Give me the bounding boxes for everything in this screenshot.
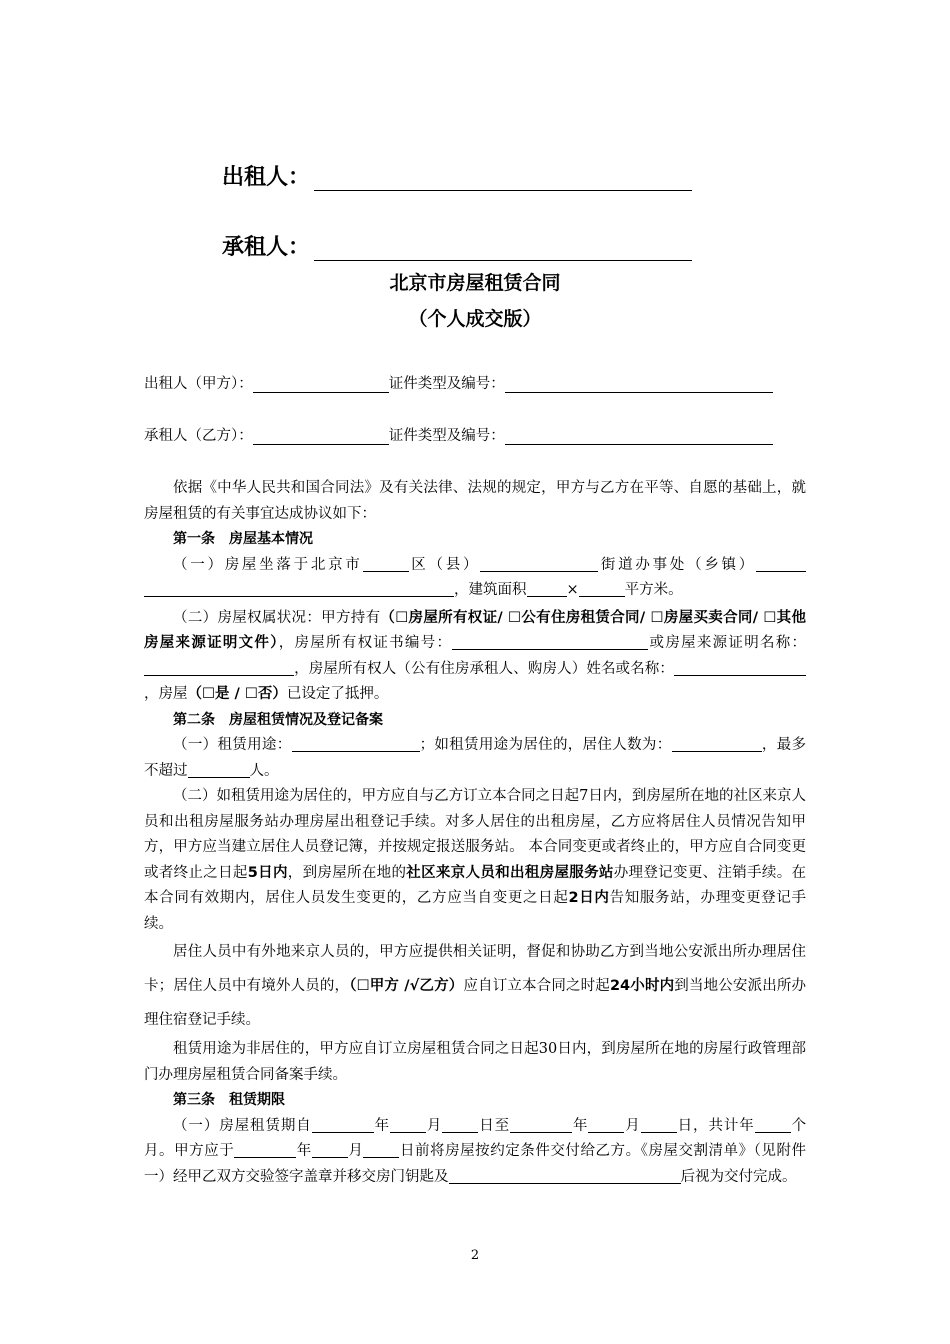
lessee-signature-blank[interactable] — [314, 236, 692, 261]
end-day-blank[interactable] — [641, 1116, 677, 1133]
delivery-year-blank[interactable] — [234, 1141, 296, 1158]
text: 后视为交付完成。 — [680, 1168, 797, 1185]
max-residents-blank[interactable] — [188, 761, 250, 778]
lessor-party-line — [144, 372, 773, 393]
text: 年 — [296, 1143, 312, 1159]
article-2-clause-2 — [144, 784, 806, 937]
text: 月 — [347, 1143, 364, 1159]
article-3-clause-1 — [144, 1114, 806, 1191]
text: 年 — [572, 1117, 589, 1134]
lessee-name-blank[interactable] — [253, 429, 389, 445]
owner-name-blank[interactable] — [674, 659, 806, 676]
text: 日至 — [478, 1117, 511, 1134]
text: 居住人员中有外地来京人员的，甲方应提供相关证明，督促和协助乙方到当地公安派出所办理居住卡；居住人员中有境外人员的， — [144, 944, 806, 994]
text: 个月。甲方应于 — [144, 1117, 807, 1159]
text: 办理登记变更、注销手续。在本合同有效期内，居住人员发生变更的，乙方应当自变更之日起 — [144, 864, 807, 906]
text: ，最多不超过 — [144, 737, 807, 779]
article-1-clause-1 — [144, 553, 806, 604]
lessee-signature-label: 承租人： — [222, 235, 311, 260]
foreigner-checkboxes[interactable]: （☐甲方 /√乙方） — [349, 978, 464, 994]
keys-blank[interactable] — [449, 1167, 549, 1184]
delivery-day-blank[interactable] — [363, 1141, 399, 1158]
lessor-id-label: 证件类型及编号： — [388, 376, 505, 392]
area-blank[interactable] — [527, 580, 567, 597]
text: 2日内 — [568, 890, 610, 906]
text: 年 — [739, 1117, 755, 1134]
text: 月 — [624, 1117, 641, 1134]
lessee-party-label: 承租人（乙方）： — [144, 428, 253, 444]
lessor-party-label: 出租人（甲方）： — [144, 376, 253, 392]
proof-name-blank[interactable] — [144, 659, 294, 676]
area-blank-2[interactable] — [579, 580, 625, 597]
keys-blank-2[interactable] — [549, 1167, 681, 1184]
article-1-clause-2 — [144, 606, 806, 708]
text: 年 — [373, 1117, 390, 1134]
article-2-heading: 第二条 房屋租赁情况及登记备案 — [173, 711, 383, 728]
end-month-blank[interactable] — [588, 1116, 624, 1133]
contract-subtitle: （个人成交版） — [408, 308, 542, 330]
lessee-party-line — [144, 424, 773, 445]
text: 或房屋来源证明名称： — [648, 635, 807, 651]
text: （一）房屋坐落于北京市 — [173, 556, 363, 573]
district-blank[interactable] — [363, 555, 409, 572]
lessee-id-blank[interactable] — [505, 429, 773, 445]
start-day-blank[interactable] — [442, 1116, 478, 1133]
article-2-clause-1 — [144, 733, 806, 784]
text: 平方米。 — [624, 582, 683, 598]
residents-blank[interactable] — [672, 735, 762, 752]
intro-paragraph: 依据《中华人民共和国合同法》及有关法律、法规的规定，甲方与乙方在平等、自愿的基础上，就房屋租赁的有关事宜达成协议如下： — [144, 480, 806, 522]
lessor-name-blank[interactable] — [253, 377, 389, 393]
article-2-clause-4: 租赁用途为非居住的，甲方应自订立房屋租赁合同之日起30日内，到房屋所在地的房屋行政管理部门办理房屋租赁合同备案手续。 — [144, 1041, 806, 1083]
text: 到当地公安派出所办理住宿登记手续。 — [144, 978, 807, 1028]
lessor-signature-blank[interactable] — [314, 166, 692, 191]
lessor-signature-line — [222, 160, 692, 191]
total-months-blank[interactable] — [755, 1116, 791, 1133]
text: ，房屋所有权人（公有住房承租人、购房人）姓名或名称： — [294, 660, 674, 677]
text: 人。 — [249, 762, 279, 779]
text: 告知服务站，办理变更登记手续。 — [144, 890, 807, 932]
usage-blank[interactable] — [292, 735, 420, 752]
text: ；如租赁用途为居住的，居住人数为： — [419, 737, 672, 753]
township-blank[interactable] — [756, 555, 806, 572]
contract-title: 北京市房屋租赁合同 — [389, 272, 561, 294]
text: 24小时内 — [609, 978, 675, 994]
article-1-heading: 第一条 房屋基本情况 — [173, 531, 313, 547]
ownership-checkboxes[interactable]: （☐房屋所有权证/ ☐公有住房租赁合同/ ☐房屋买卖合同/ ☐其他房屋来源证明文件） — [144, 609, 807, 651]
contract-body — [144, 476, 806, 1190]
text: （一）房屋租赁期自 — [173, 1117, 312, 1134]
cross-mark: × — [566, 582, 579, 598]
certificate-number-blank[interactable] — [452, 633, 648, 650]
text: ，房屋所有权证书编号： — [278, 635, 453, 651]
text: 月 — [426, 1117, 443, 1134]
page-number: 2 — [470, 1248, 480, 1263]
lessee-signature-line — [222, 230, 692, 261]
lessor-signature-label: 出租人： — [222, 165, 311, 190]
start-year-blank[interactable] — [312, 1116, 374, 1133]
text: （二）房屋权属状况：甲方持有 — [173, 609, 381, 626]
text: ，房屋 — [144, 686, 188, 702]
text: 日前将房屋按约定条件交付给乙方。《房屋交割清单》（见附件一）经甲乙双方交验签字盖章并移交房门钥匙及 — [144, 1143, 807, 1185]
delivery-month-blank[interactable] — [312, 1141, 348, 1158]
text: ，建筑面积 — [454, 582, 527, 598]
article-3-heading: 第三条 租赁期限 — [173, 1092, 285, 1108]
address-blank[interactable] — [144, 580, 454, 597]
article-2-clause-3 — [144, 935, 806, 1037]
text: 社区来京人员和出租房屋服务站 — [406, 864, 614, 881]
lessee-id-label: 证件类型及编号： — [388, 428, 505, 444]
text: 应自订立本合同之时起 — [463, 978, 610, 994]
text: 街道办事处（乡镇） — [598, 556, 757, 573]
mortgage-checkboxes[interactable]: （☐是 / ☐否） — [187, 686, 287, 702]
text: （二）如租赁用途为居住的，甲方应自与乙方订立本合同之日起7日内，到房屋所在地的社区来京人员和出租房屋服务站办理房屋出租登记手续。对多人居住的出租房屋，乙方应将居住人员情况告知甲方，甲方应当建立居住人员登记簿，并按规定报送服务站。 本合同变更或者终止的，甲方应自合同变更或者终止之日起 — [144, 788, 806, 881]
end-year-blank[interactable] — [510, 1116, 572, 1133]
text: ，到房屋所在地的 — [287, 864, 407, 881]
text: 日，共计 — [676, 1117, 740, 1134]
text: 已设定了抵押。 — [286, 686, 389, 702]
lessor-id-blank[interactable] — [505, 377, 773, 393]
text: 区（县） — [408, 556, 481, 573]
street-blank[interactable] — [480, 555, 598, 572]
start-month-blank[interactable] — [390, 1116, 426, 1133]
text: （一）租赁用途： — [173, 737, 292, 753]
text: 5日内 — [247, 864, 288, 881]
